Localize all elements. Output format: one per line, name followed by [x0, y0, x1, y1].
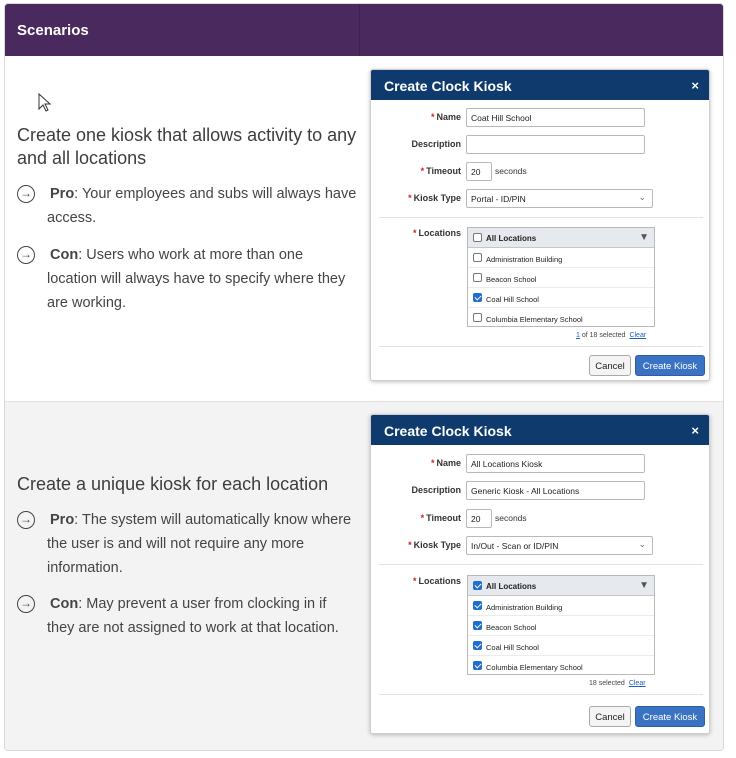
filter-icon[interactable]: ▼ — [639, 232, 649, 243]
location-checkbox[interactable] — [473, 253, 482, 262]
arrow-circle-icon: → — [17, 511, 35, 529]
pro-label: Pro — [50, 512, 75, 528]
name-label: Name — [436, 112, 461, 122]
con-text: : May prevent a user from clocking in if they are not assigned to work at that location. — [47, 596, 339, 636]
name-input[interactable]: All Locations Kiosk — [466, 454, 645, 473]
timeout-unit: seconds — [495, 513, 527, 523]
scenarios-card — [4, 3, 724, 751]
pro-text: : Your employees and subs will always have access. — [47, 186, 357, 226]
name-label: Name — [436, 458, 461, 468]
create-kiosk-dialog: Create Clock Kiosk × * Name Coat Hill School Description * Timeout 20 seconds * Kiosk Type Portal - ID/PIN ⌄ * Locations All Locations ▼ Administration Building Beacon School Coal Hill School Columbia Elementary School 1 of 18 selected Clear Cancel Create Kiosk — [370, 69, 710, 381]
selected-count: 1 of 18 selected Clear — [576, 332, 647, 339]
chevron-down-icon: ⌄ — [638, 192, 646, 202]
pro-text: : The system will automatically know where the user is and will not require any more information. — [47, 512, 352, 576]
arrow-circle-icon: → — [17, 595, 35, 613]
location-checkbox[interactable] — [473, 601, 482, 610]
location-checkbox[interactable] — [473, 621, 482, 630]
description-input[interactable] — [466, 135, 645, 154]
dialog-title: Create Clock Kiosk — [384, 423, 512, 439]
timeout-label: Timeout — [426, 513, 461, 523]
filter-icon[interactable]: ▼ — [639, 580, 649, 591]
header-title: Scenarios — [17, 22, 89, 39]
con-bullet — [17, 243, 357, 315]
location-checkbox[interactable] — [473, 293, 482, 302]
location-item[interactable] — [468, 636, 654, 656]
close-icon[interactable]: × — [691, 423, 699, 438]
mouse-cursor-icon — [38, 93, 52, 113]
scenario-row-2 — [5, 401, 724, 751]
scenario-row-1 — [5, 56, 724, 401]
con-label: Con — [50, 596, 79, 612]
location-item[interactable] — [468, 616, 654, 636]
clear-link[interactable]: Clear — [629, 332, 647, 339]
kiosk-type-value: In/Out - Scan or ID/PIN — [471, 541, 559, 551]
divider — [379, 564, 703, 565]
cancel-button[interactable]: Cancel — [589, 706, 631, 727]
clear-link[interactable]: Clear — [628, 680, 646, 687]
kiosk-type-label: Kiosk Type — [413, 540, 461, 550]
divider — [379, 346, 703, 347]
kiosk-type-label: Kiosk Type — [413, 193, 461, 203]
location-checkbox[interactable] — [473, 313, 482, 322]
locations-list — [467, 227, 655, 327]
timeout-input[interactable]: 20 — [466, 162, 492, 181]
all-locations-label: All Locations — [486, 582, 537, 591]
dialog-title: Create Clock Kiosk — [384, 78, 512, 94]
description-label: Description — [411, 139, 461, 149]
divider — [379, 217, 703, 218]
all-locations-checkbox[interactable] — [473, 233, 482, 242]
pro-bullet — [17, 508, 357, 580]
locations-label: Locations — [418, 576, 461, 586]
divider — [379, 694, 703, 695]
location-checkbox[interactable] — [473, 661, 482, 670]
location-item[interactable] — [468, 288, 654, 308]
location-name: Beacon School — [486, 623, 537, 632]
all-locations-label: All Locations — [486, 234, 537, 243]
location-name: Coal Hill School — [486, 295, 539, 304]
create-kiosk-button[interactable]: Create Kiosk — [635, 706, 705, 727]
header-divider — [359, 4, 360, 56]
con-label: Con — [50, 247, 79, 263]
location-item[interactable] — [468, 596, 654, 616]
create-kiosk-button[interactable]: Create Kiosk — [635, 355, 705, 376]
scenarios-header — [5, 4, 724, 56]
location-name: Administration Building — [486, 603, 563, 612]
timeout-label: Timeout — [426, 166, 461, 176]
kiosk-type-value: Portal - ID/PIN — [471, 194, 526, 204]
locations-label: Locations — [418, 228, 461, 238]
cancel-button[interactable]: Cancel — [589, 355, 631, 376]
scenario-title: Create one kiosk that allows activity to any and all locations — [17, 125, 357, 168]
location-item[interactable] — [468, 656, 654, 675]
location-name: Coal Hill School — [486, 643, 539, 652]
location-name: Administration Building — [486, 255, 563, 264]
location-checkbox[interactable] — [473, 641, 482, 650]
all-locations-header[interactable] — [468, 228, 654, 248]
location-item[interactable] — [468, 268, 654, 288]
con-text: : Users who work at more than one location will always have to specify where they are working. — [47, 247, 346, 311]
location-item[interactable] — [468, 248, 654, 268]
description-label: Description — [411, 485, 461, 495]
pro-bullet — [17, 182, 357, 230]
name-input[interactable]: Coat Hill School — [466, 108, 645, 127]
create-kiosk-dialog: Create Clock Kiosk × * Name All Locations Kiosk Description Generic Kiosk - All Locations * Timeout 20 seconds * Kiosk Type In/Out - Scan or ID/PIN ⌄ * Locations All Locations ▼ Administration Building Beacon School Coal Hill School Columbia Elementary School 18 selected Clear Cancel Create Kiosk — [370, 414, 710, 734]
scenario-title: Create a unique kiosk for each location — [17, 474, 329, 494]
close-icon[interactable]: × — [691, 78, 699, 93]
timeout-unit: seconds — [495, 166, 527, 176]
kiosk-type-select[interactable] — [466, 189, 653, 208]
location-checkbox[interactable] — [473, 273, 482, 282]
chevron-down-icon: ⌄ — [638, 539, 646, 549]
dialog-header — [371, 70, 709, 100]
all-locations-header[interactable] — [468, 576, 654, 596]
arrow-circle-icon: → — [17, 246, 35, 264]
all-locations-checkbox[interactable] — [473, 581, 482, 590]
locations-list — [467, 575, 655, 675]
selected-count: 18 selected Clear — [589, 680, 646, 687]
description-input[interactable]: Generic Kiosk - All Locations — [466, 481, 645, 500]
location-item[interactable] — [468, 308, 654, 327]
con-bullet — [17, 592, 357, 640]
location-name: Beacon School — [486, 275, 537, 284]
location-name: Columbia Elementary School — [486, 315, 583, 324]
location-name: Columbia Elementary School — [486, 663, 583, 672]
pro-label: Pro — [50, 186, 75, 202]
arrow-circle-icon: → — [17, 185, 35, 203]
kiosk-type-select[interactable] — [466, 536, 653, 555]
dialog-header — [371, 415, 709, 445]
timeout-input[interactable]: 20 — [466, 509, 492, 528]
